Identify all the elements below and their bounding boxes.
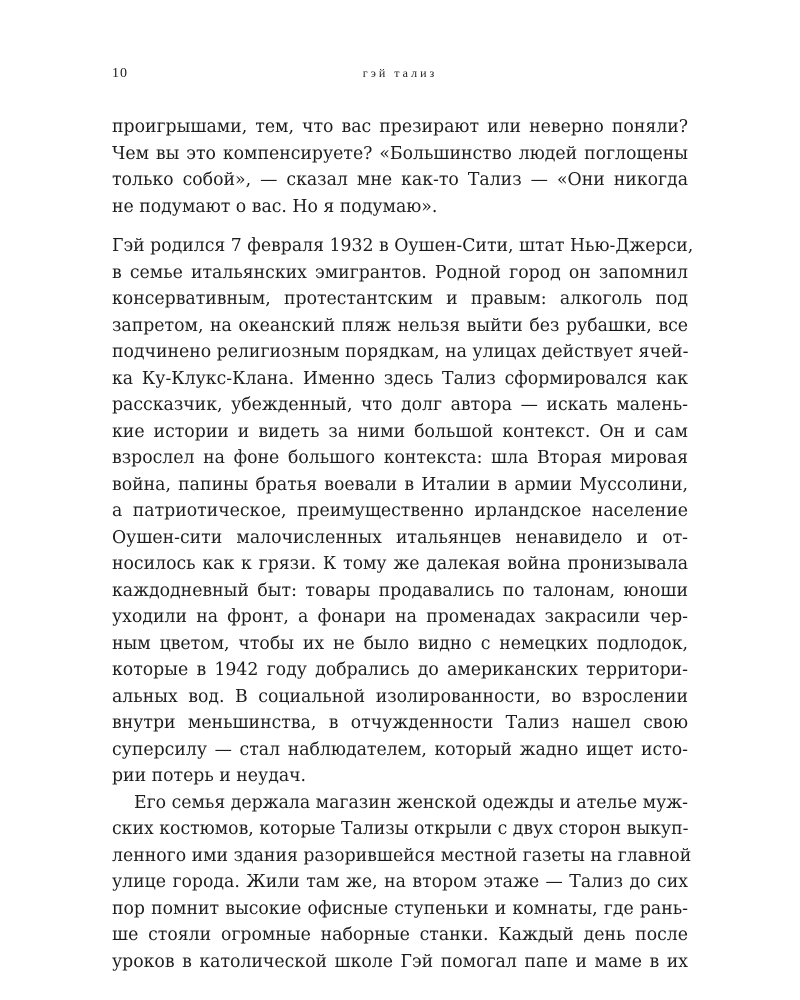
text-line: взрослел на фоне большого контекста: шла Вторая мировая xyxy=(112,448,688,468)
page-number: 10 xyxy=(112,66,128,81)
text-line: ка Ку-Клукс-Клана. Именно здесь Тализ сформировался как xyxy=(112,368,688,389)
text-line: рассказчик, убежденный, что долг автора — искать малень- xyxy=(112,395,688,415)
text-line: ских костюмов, которые Тализы открыли с двух сторон выкуп- xyxy=(112,819,689,839)
text-line: альных вод. В социальной изолированности, во взрослении xyxy=(112,686,688,707)
running-head: гэй тализ xyxy=(362,66,438,80)
text-line: запретом, на океанский пляж нельзя выйти без рубашки, все xyxy=(112,315,688,336)
text-line: ше стояли огромные наборные станки. Каждый день после xyxy=(112,925,688,945)
text-line: внутри меньшинства, в отчужденности Тализ нашел свою xyxy=(112,713,688,733)
text-line: война, папины братья воевали в Италии в армии Муссолини, xyxy=(112,474,688,495)
text-line: пор помнит высокие офисные ступеньки и комнаты, где рань- xyxy=(112,898,688,919)
text-line: подчинено религиозным порядкам, на улицах действует ячей- xyxy=(112,342,689,362)
paragraph-1 xyxy=(112,114,688,220)
text-line: только собой», — сказал мне как-то Тализ — «Они никогда xyxy=(112,170,688,190)
text-line: рии потерь и неудач. xyxy=(112,766,307,786)
text-line: уходили на фронт, а фонари на променадах закрасили чер- xyxy=(112,607,688,627)
text-line: консервативным, протестантским и правым: алкоголь под xyxy=(112,289,688,309)
text-line: Его семья держала магазин женской одежды и ателье муж- xyxy=(134,792,688,813)
text-line: в семье итальянских эмигрантов. Родной город он запомнил xyxy=(112,262,688,283)
text-line: улице города. Жили там же, на втором этаже — Тализ до сих xyxy=(112,872,688,892)
text-line: которые в 1942 году добрались до американских территори- xyxy=(112,660,688,680)
text-line: ным цветом, чтобы их не было видно с немецких подлодок, xyxy=(112,633,688,654)
page-header xyxy=(112,66,688,86)
text-line: суперсилу — стал наблюдателем, который жадно ищет исто- xyxy=(112,739,688,760)
text-line: не подумают о вас. Но я подумаю». xyxy=(112,196,438,217)
text-line: ленного ими здания разорившейся местной газеты на главной xyxy=(112,845,692,866)
text-line: Оушен-сити малочисленных итальянцев ненавидело и от- xyxy=(112,527,688,548)
text-line: носилось как к грязи. К тому же далекая война пронизывала xyxy=(112,554,688,574)
text-line: Гэй родился 7 февраля 1932 в Оушен-Сити, штат Нью-Джерси, xyxy=(112,236,694,256)
paragraph-2 xyxy=(112,233,694,975)
text-line: а патриотическое, преимущественно ирландское население xyxy=(112,501,688,521)
text-line: проигрышами, тем, что вас презирают или неверно поняли? xyxy=(112,117,688,137)
text-line: кие истории и видеть за ними большой контекст. Он и сам xyxy=(112,421,688,442)
text-line: каждодневный быт: товары продавались по талонам, юноши xyxy=(112,580,688,601)
text-line: Чем вы это компенсируете? «Большинство людей поглощены xyxy=(112,143,688,164)
text-line: уроков в католической школе Гэй помогал папе и маме в их xyxy=(112,951,688,972)
